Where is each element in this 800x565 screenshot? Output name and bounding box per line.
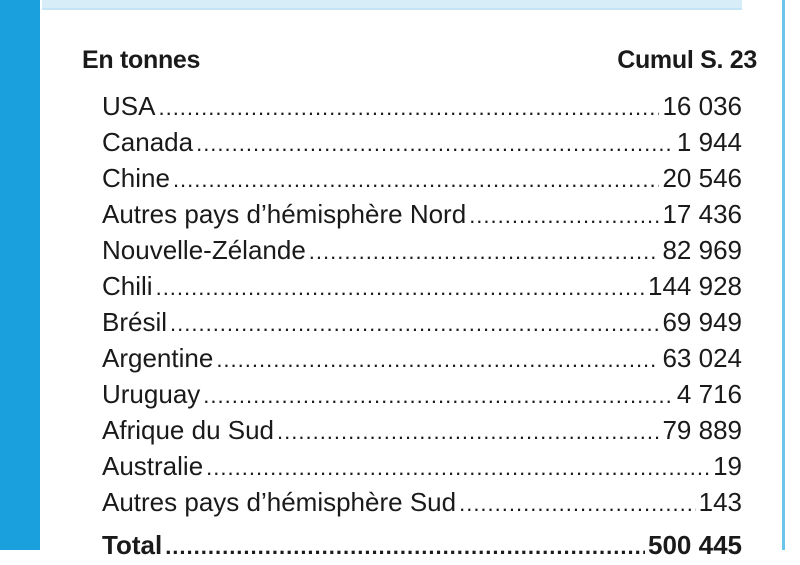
dot-leader bbox=[203, 378, 674, 414]
table-row bbox=[102, 88, 742, 124]
country-name: Autres pays d’hémisphère Sud bbox=[102, 487, 457, 517]
panel-header-band bbox=[42, 0, 742, 10]
country-name: Chili bbox=[102, 271, 153, 301]
dot-leader bbox=[459, 486, 696, 522]
dot-leader bbox=[309, 234, 660, 270]
total-row bbox=[102, 527, 742, 563]
tonnage-value: 143 bbox=[698, 487, 742, 517]
dot-leader bbox=[469, 198, 659, 234]
accent-side-bar bbox=[0, 0, 40, 550]
total-value: 500 445 bbox=[648, 530, 742, 560]
table-rows bbox=[102, 88, 742, 520]
country-name: Brésil bbox=[102, 307, 168, 337]
country-name: Uruguay bbox=[102, 379, 201, 409]
country-name: Nouvelle-Zélande bbox=[102, 235, 306, 265]
tonnage-value: 69 949 bbox=[662, 307, 742, 337]
dot-leader bbox=[173, 162, 660, 198]
table-row bbox=[102, 124, 742, 160]
tonnage-value: 17 436 bbox=[662, 199, 742, 229]
table-row bbox=[102, 196, 742, 232]
dot-leader bbox=[158, 90, 659, 126]
dot-leader bbox=[165, 529, 645, 565]
tonnage-value: 1 944 bbox=[676, 127, 742, 157]
tonnage-value: 82 969 bbox=[662, 235, 742, 265]
country-name: Autres pays d’hémisphère Nord bbox=[102, 199, 467, 229]
table-row bbox=[102, 340, 742, 376]
country-name: Argentine bbox=[102, 343, 214, 373]
table-row bbox=[102, 304, 742, 340]
unit-label: En tonnes bbox=[82, 45, 201, 74]
dot-leader bbox=[216, 342, 659, 378]
tonnage-value: 20 546 bbox=[662, 163, 742, 193]
table-row bbox=[102, 232, 742, 268]
tonnage-value: 4 716 bbox=[676, 379, 742, 409]
country-name: Canada bbox=[102, 127, 194, 157]
table-header bbox=[82, 42, 757, 78]
tonnage-value: 79 889 bbox=[662, 415, 742, 445]
tonnage-value: 16 036 bbox=[662, 91, 742, 121]
dot-leader bbox=[170, 306, 659, 342]
dot-leader bbox=[156, 270, 645, 306]
table-row bbox=[102, 412, 742, 448]
table-row bbox=[102, 376, 742, 412]
dot-leader bbox=[196, 126, 674, 162]
tonnage-value: 144 928 bbox=[648, 271, 742, 301]
country-name: Afrique du Sud bbox=[102, 415, 275, 445]
country-name: Chine bbox=[102, 163, 170, 193]
dot-leader bbox=[206, 450, 710, 486]
tonnage-value: 63 024 bbox=[662, 343, 742, 373]
country-name: USA bbox=[102, 91, 156, 121]
table-row bbox=[102, 448, 742, 484]
dot-leader bbox=[277, 414, 659, 450]
tonnage-value: 19 bbox=[713, 451, 742, 481]
table-row bbox=[102, 484, 742, 520]
total-label: Total bbox=[102, 530, 163, 560]
table-row bbox=[102, 160, 742, 196]
table-row bbox=[102, 268, 742, 304]
column-label: Cumul S. 23 bbox=[617, 45, 757, 74]
country-name: Australie bbox=[102, 451, 204, 481]
